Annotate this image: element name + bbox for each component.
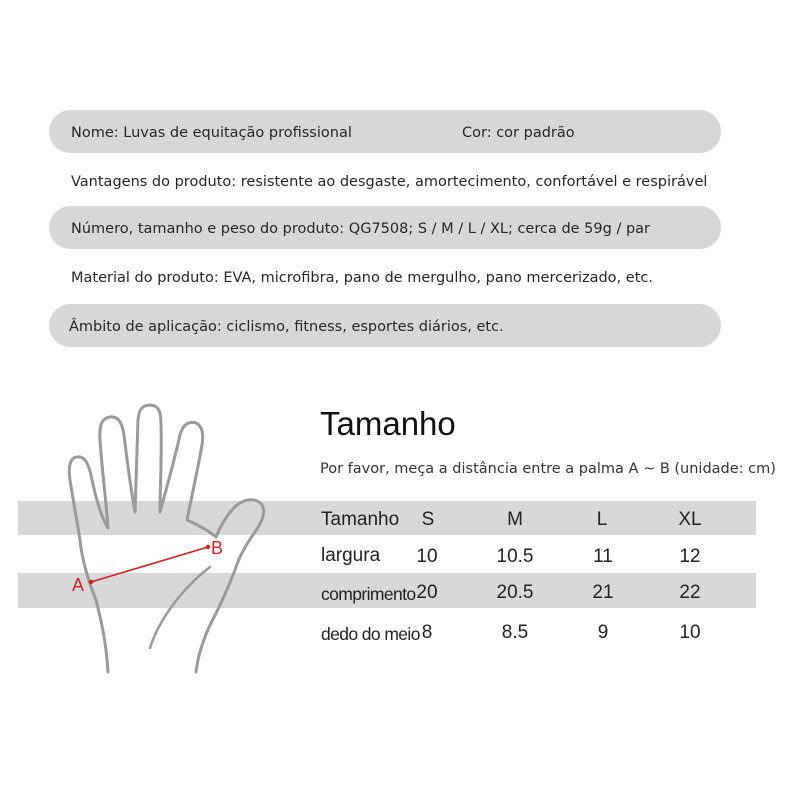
product-material: Material do produto: EVA, microfibra, pano de mergulho, pano mercerizado, etc. — [71, 270, 653, 286]
table-cell: 21 — [592, 582, 614, 603]
table-row-label-comprimento: comprimento — [321, 584, 416, 604]
product-number-size-weight: Número, tamanho e peso do produto: QG7508; S / M / L / XL; cerca de 59g / par — [71, 221, 650, 237]
size-instruction: Por favor, meça a distância entre a palma A ~ B (unidade: cm) — [320, 461, 776, 477]
table-cell: 10 — [416, 546, 438, 567]
measure-point-b — [206, 545, 210, 549]
table-cell: 20.5 — [496, 582, 534, 603]
table-cell: 12 — [679, 546, 701, 567]
measure-label-a: A — [72, 575, 85, 595]
product-color: Cor: cor padrão — [462, 125, 575, 141]
product-name: Nome: Luvas de equitação profissional — [71, 125, 352, 141]
measure-label-b: B — [211, 538, 224, 558]
table-header-l: L — [596, 509, 608, 530]
table-cell: 11 — [593, 546, 613, 567]
measure-point-a — [89, 580, 93, 584]
table-cell: 10.5 — [496, 546, 534, 567]
table-header-s: S — [421, 509, 435, 530]
hand-outline-diagram — [0, 380, 300, 680]
product-advantages: Vantagens do produto: resistente ao desgaste, amortecimento, confortável e respirável — [71, 174, 708, 190]
table-row-label-dedo-do-meio: dedo do meio — [321, 624, 420, 644]
table-header-m: M — [507, 509, 523, 530]
palm-crease — [150, 567, 210, 648]
table-header-xl: XL — [678, 509, 702, 530]
table-cell: 9 — [597, 622, 609, 643]
measure-line-a-b — [91, 547, 208, 582]
table-cell: 22 — [679, 582, 701, 603]
table-cell: 8 — [421, 622, 433, 643]
table-cell: 8.5 — [501, 622, 529, 643]
product-application: Âmbito de aplicação: ciclismo, fitness, esportes diários, etc. — [69, 319, 504, 335]
table-cell: 10 — [679, 622, 701, 643]
table-header-tamanho: Tamanho — [321, 509, 400, 530]
hand-outline — [69, 405, 263, 672]
size-title: Tamanho — [320, 405, 456, 442]
table-row-label-largura: largura — [321, 545, 381, 566]
table-cell: 20 — [416, 582, 438, 603]
